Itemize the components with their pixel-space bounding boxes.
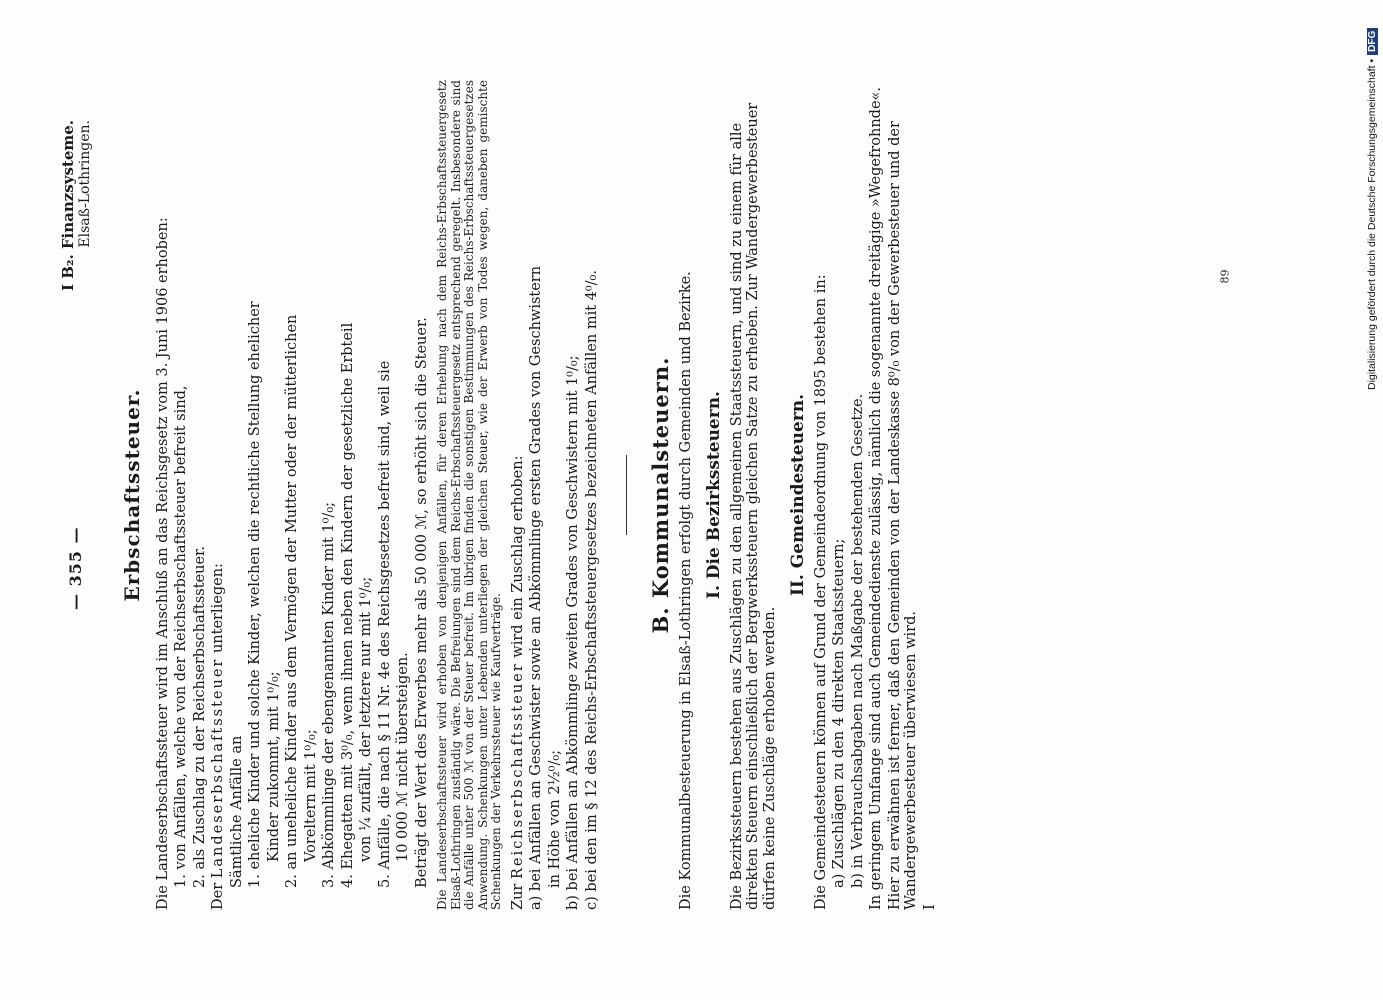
gemeindesteuern-heading: II. Gemeindesteuern. (788, 393, 808, 597)
list-item: a) Zuschlägen zu den 4 direkten Staatssteuern; (831, 538, 847, 888)
list-item: 2. an uneheliche Kinder aus dem Vermögen der Mutter oder der mütterlichen (284, 314, 300, 888)
list-item: c) bei den im § 12 des Reichs-Erbschaftssteuergesetzes bezeichneten Anfällen mit 4⁰/₀. (583, 270, 600, 910)
paragraph: Die Landeserbschaftssteuer wird im Anschluß an das Reichsgesetz vom 3. Juni 1906 erhoben: (154, 217, 171, 910)
text: Zur (509, 883, 526, 910)
list-item: a) bei Anfällen an Geschwister sowie an Abkömmlinge ersten Grades von Geschwistern (528, 265, 544, 910)
paragraph: Sämtliche Anfälle an (228, 735, 245, 888)
signature-mark: I (921, 904, 938, 910)
page-mark: 89 (1218, 269, 1232, 284)
kommunalsteuern-title: B. Kommunalsteuern. (648, 356, 673, 634)
sidebar-text: Digitalisierung gefördert durch die Deutsche Forschungsgemeinschaft • (1366, 58, 1378, 390)
list-item: 1. von Anfällen, welche von der Reichserbschaftssteuer befreit sind, (173, 385, 189, 888)
list-item-cont: von ¼ zufällt, der letztere nur mit 1⁰/₀; (358, 576, 374, 862)
text: Der (210, 882, 226, 910)
list-item: 2. als Zuschlag zu der Reichserbschaftssteuer. (191, 546, 208, 888)
spaced-text: Reichserbschaftssteuer (509, 662, 526, 880)
paragraph: Die Gemeindesteuern können auf Grund der Gemeindeordnung von 1895 bestehen in: (812, 274, 829, 910)
list-item-cont: in Höhe von 2½⁰/₀; (546, 749, 563, 888)
paragraph: Hier zu erwähnen ist ferner, daß den Gemeinden von der Landeskasse 8⁰/₀ von der Gewerbesteuer und der Wandergewerbesteuer überwiesen wird. (886, 121, 919, 910)
paragraph: Die Bezirkssteuern bestehen aus Zuschlägen zu den allgemeinen Staatssteuern, und sind zu einem für alle direkten Steuern einschließlich der Bergwerkssteuern gleichen Satze zu erheben. Zur Wandergewerbesteuer dürfen keine Zuschläge erhoben werden. (728, 102, 778, 910)
list-item: 3. Abkömmlinge der ebengenannten Kinder mit 1⁰/₀; (321, 501, 337, 888)
section-line-1: I B₂. Finanzsysteme. (59, 120, 77, 292)
list-item: 5. Anfälle, die nach § 11 Nr. 4e des Reichsgesetzes befreit sind, weil sie (376, 360, 393, 888)
divider (626, 455, 627, 535)
erbschaftssteuer-title: Erbschaftssteuer. (120, 388, 144, 602)
sidebar-text-row (1362, 10, 1382, 390)
paragraph (510, 80, 527, 910)
paragraph: Die Kommunalbesteuerung in Elsaß-Lothringen erfolgt durch Gemeinden und Bezirke. (677, 271, 694, 910)
rotated-page-content (60, 80, 1120, 910)
list-item-cont: Voreltern mit 1⁰/₀; (302, 729, 319, 862)
list-item-cont: Kinder zukommt, mit 1⁰/₀; (265, 671, 282, 862)
list-item-cont: 10 000 ℳ nicht übersteigen. (395, 652, 411, 862)
paragraph (210, 80, 227, 910)
list-item: b) bei Anfällen an Abkömmlinge zweiten Grades von Geschwistern mit 1⁰/₀; (565, 355, 581, 910)
bezirkssteuern-heading: I. Die Bezirkssteuern. (704, 391, 724, 599)
paragraph: In geringem Umfange sind auch Gemeindedienste zulässig, nämlich die sogenannte dreitägige »Wegefrohnde«. (868, 86, 884, 910)
dfg-logo: DFG (1367, 28, 1378, 55)
page-header (60, 80, 118, 910)
paragraph: Beträgt der Wert des Erwerbes mehr als 50 000 ℳ, so erhöht sich die Steuer. (413, 317, 430, 888)
text: unterliegen: (210, 563, 226, 654)
list-item: 4. Ehegatten mit 3⁰/₀, wenn ihnen neben den Kindern der gesetzliche Erbteil (339, 322, 356, 888)
dfg-sidebar (1362, 10, 1382, 390)
text: wird ein Zuschlag erhoben: (509, 455, 526, 658)
page-number: — 355 — (66, 526, 85, 610)
list-item: 1. eheliche Kinder und solche Kinder, welchen die rechtliche Stellung ehelicher (247, 301, 263, 888)
section-reference (60, 120, 93, 291)
list-item: b) in Verbrauchsabgaben nach Maßgabe der bestehenden Gesetze. (849, 393, 866, 888)
small-print: Die Landeserbschaftssteuer wird erhoben von denjenigen Anfällen, für deren Erhebung nach dem Reichs-Erbschaftssteuergesetz Elsaß-Lothringen zuständig wäre. Die Befreiungen sind dem Reichs-Erbschaftssteuergesetz entsprechend geregelt. Insbesondere sind die Anfälle unter 500 ℳ von der Steuer befreit. Im übrigen finden die sonstigen Bestimmungen des Reichs-Erbschaftssteuergesetzes Anwendung. Schenkungen unter Lebenden unterliegen der gleichen Steuer, wie der Erwerb von Todes wegen, daneben gemischte Schenkungen der Verkehrssteuer wie Kaufverträge. (435, 80, 503, 910)
spaced-text: Landeserbschaftssteuer (210, 657, 226, 879)
section-line-2: Elsaß-Lothringen. (77, 120, 93, 248)
